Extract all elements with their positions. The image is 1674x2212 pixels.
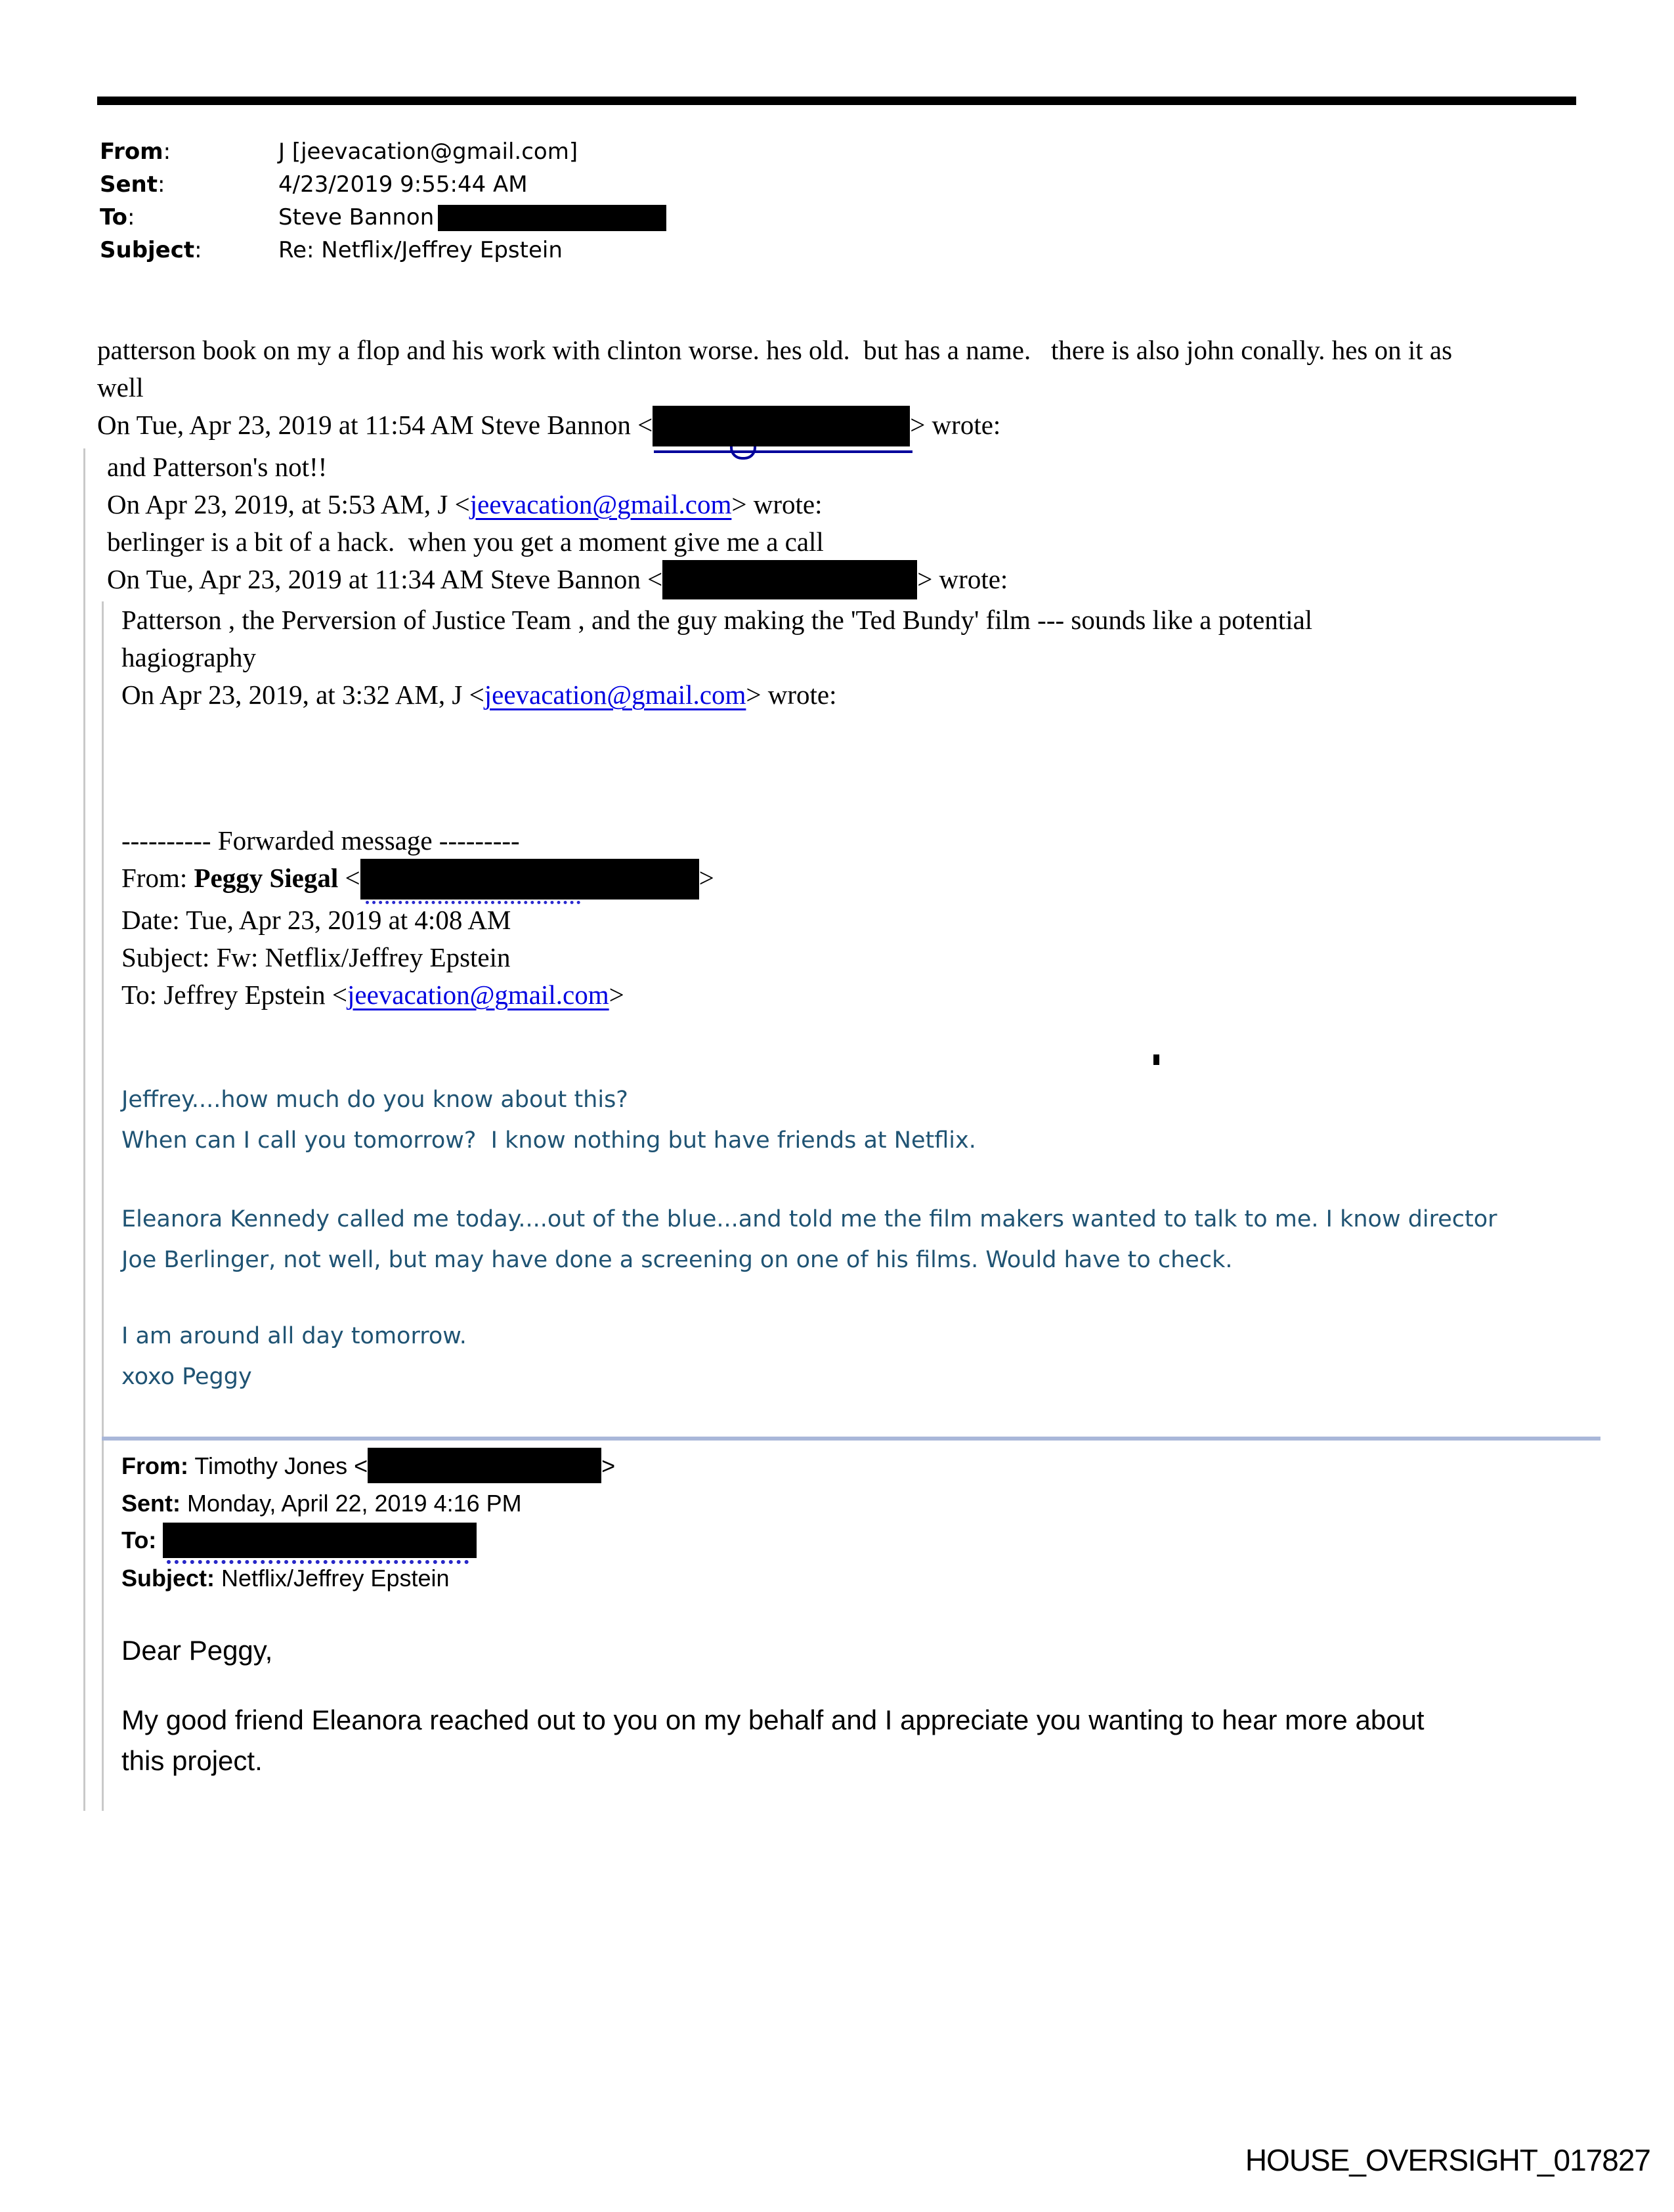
sent-label: Sent: bbox=[100, 171, 165, 198]
attribution-line-553: On Apr 23, 2019, at 5:53 AM, J <jeevacation@gmail.com> wrote: bbox=[107, 488, 823, 519]
redaction-bar bbox=[438, 205, 666, 231]
attribution-line-1134: On Tue, Apr 23, 2019 at 11:34 AM Steve Bannon < > wrote: bbox=[107, 561, 1600, 602]
email-link[interactable]: jeevacation@gmail.com bbox=[347, 979, 609, 1010]
salutation: Dear Peggy, bbox=[121, 1634, 273, 1666]
header-row-to bbox=[100, 201, 1150, 234]
subject-value: Re: Netflix/Jeffrey Epstein bbox=[278, 237, 563, 263]
forwarded-message-header bbox=[121, 822, 1600, 1014]
message-paragraph: My good friend Eleanora reached out to you on my behalf and I appreciate you wanting to hear more about this project. bbox=[121, 1704, 1432, 1776]
tim-to-line: To: bbox=[121, 1522, 1600, 1559]
message-line: When can I call you tomorrow? I know nothing but have friends at Netflix. bbox=[121, 1127, 976, 1154]
email-body bbox=[97, 332, 1600, 1811]
tim-header-block bbox=[121, 1448, 1600, 1597]
from-label: From: bbox=[100, 139, 171, 165]
header-divider-rule bbox=[97, 97, 1576, 105]
redaction-bar bbox=[360, 859, 699, 900]
message-line: Jeffrey....how much do you know about this? bbox=[121, 1086, 628, 1113]
header-row-sent bbox=[100, 168, 1150, 201]
attribution-line-332: On Apr 23, 2019, at 3:32 AM, J <jeevacation@gmail.com> wrote: bbox=[121, 680, 837, 710]
from-value: J [jeevacation@gmail.com] bbox=[278, 139, 578, 165]
to-label: To: bbox=[100, 204, 135, 230]
redaction-bar bbox=[368, 1448, 601, 1483]
reply-text: and Patterson's not!! bbox=[107, 451, 328, 482]
redaction-bar bbox=[653, 406, 910, 446]
redaction-bar bbox=[163, 1523, 477, 1558]
email-link[interactable]: jeevacation@gmail.com bbox=[469, 488, 732, 519]
forwarded-date-line: Date: Tue, Apr 23, 2019 at 4:08 AM bbox=[121, 904, 511, 935]
peggy-message bbox=[121, 1079, 1600, 1397]
tim-from-line: From: Timothy Jones < > bbox=[121, 1448, 1600, 1485]
signature-line: xoxo Peggy bbox=[121, 1363, 252, 1390]
message-line: I am around all day tomorrow. bbox=[121, 1322, 467, 1349]
forwarded-rule-line: ---------- Forwarded message --------- bbox=[121, 825, 520, 856]
reply-text: Patterson , the Perversion of Justice Team , and the guy making the 'Ted Bundy' film --- sounds like a potential hagiography bbox=[121, 605, 1320, 673]
redaction-bar bbox=[662, 560, 917, 599]
sender-name: Peggy Siegal bbox=[194, 863, 339, 894]
tim-message bbox=[121, 1630, 1600, 1781]
bates-number: HOUSE_OVERSIGHT_017827 bbox=[1245, 2143, 1650, 2177]
subject-label: Subject: bbox=[100, 237, 202, 263]
tim-sent-line: Sent: Monday, April 22, 2019 4:16 PM bbox=[121, 1490, 522, 1517]
message-divider bbox=[102, 1437, 1600, 1441]
message-paragraph: patterson book on my a flop and his work with clinton worse. hes old. but has a name. there is also john conally. hes on it as well bbox=[97, 335, 1459, 402]
forwarded-subject-line: Subject: Fw: Netflix/Jeffrey Epstein bbox=[121, 942, 511, 972]
email-header-block bbox=[100, 135, 1150, 267]
scan-artifact-dot bbox=[1153, 1054, 1159, 1065]
sent-value: 4/23/2019 9:55:44 AM bbox=[278, 171, 528, 198]
forwarded-to-line: To: Jeffrey Epstein <jeevacation@gmail.com> bbox=[121, 979, 624, 1010]
message-paragraph: Eleanora Kennedy called me today....out of the blue...and told me the film makers wanted to talk to me. I know director Joe Berlinger, not well, but may have done a screening on one of his films. Would have to check. bbox=[121, 1205, 1505, 1273]
forwarded-from-line: From: Peggy Siegal < > bbox=[121, 859, 1600, 901]
quoted-message-level-1 bbox=[83, 448, 1600, 1811]
header-row-subject bbox=[100, 234, 1150, 267]
reply-text: berlinger is a bit of a hack. when you get a moment give me a call bbox=[107, 526, 824, 557]
tim-subject-line: Subject: Netflix/Jeffrey Epstein bbox=[121, 1564, 450, 1592]
attribution-line-1154: On Tue, Apr 23, 2019 at 11:54 AM Steve Bannon < > wrote: bbox=[97, 406, 1600, 448]
quoted-message-level-2 bbox=[102, 601, 1600, 1811]
to-value: Steve Bannon bbox=[278, 201, 666, 234]
email-link[interactable]: jeevacation@gmail.com bbox=[484, 680, 746, 710]
header-row-from bbox=[100, 135, 1150, 168]
